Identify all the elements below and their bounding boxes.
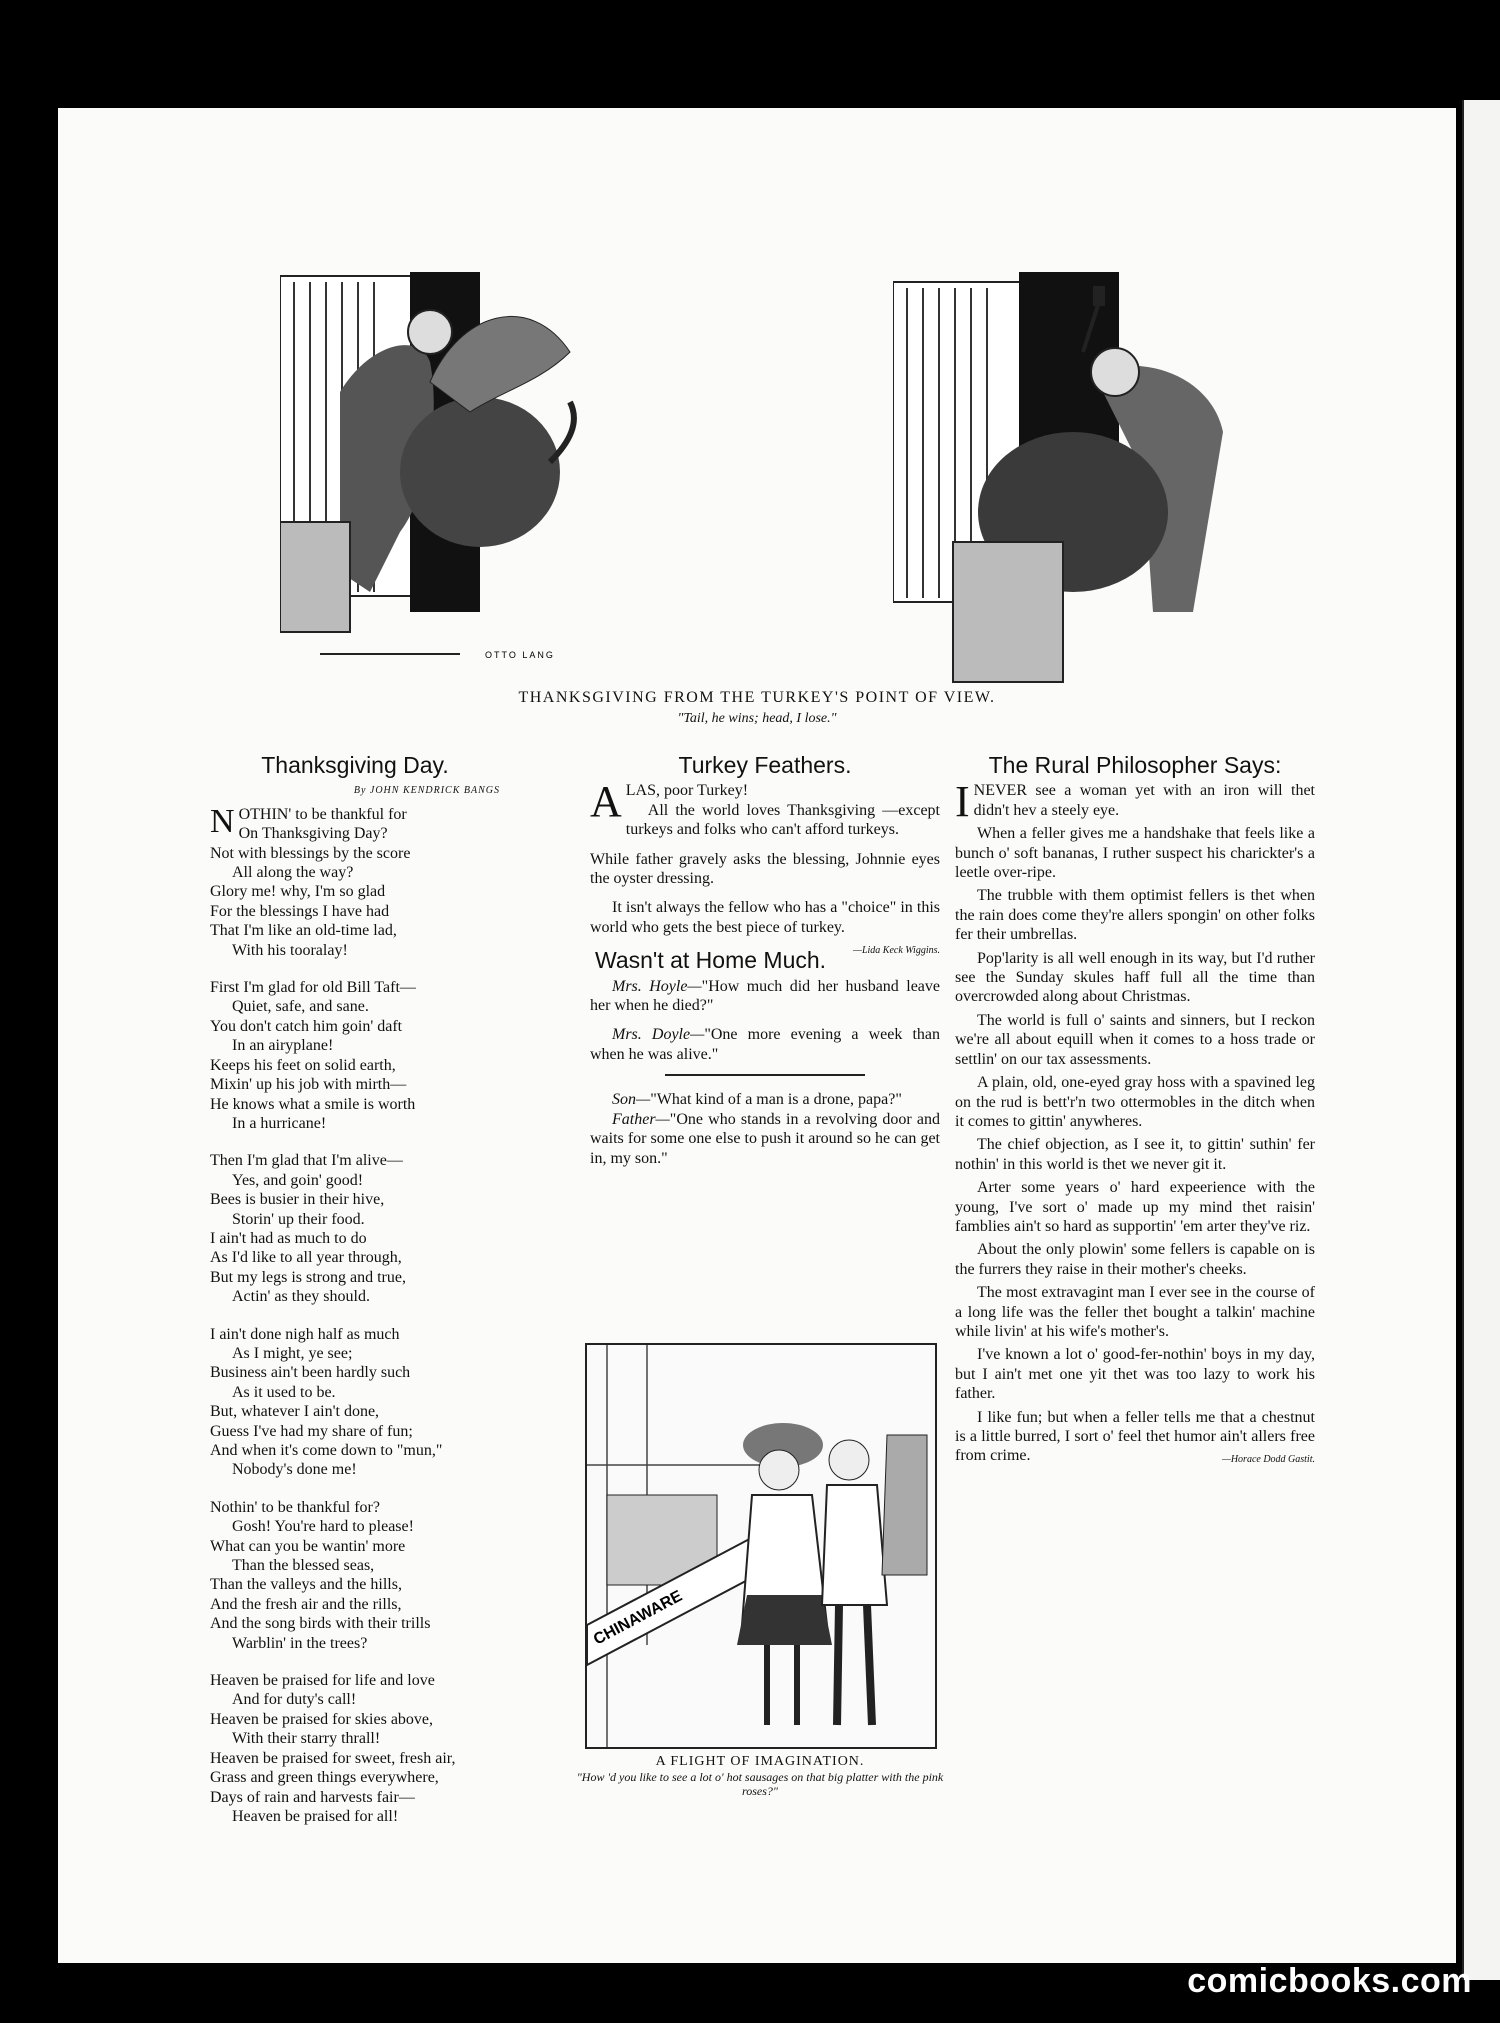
philosopher-paragraph: The most extravagint man I ever see in the course of a long life was the feller thet bought a talkin' machine while livin' at his wife's mother's. bbox=[955, 1284, 1315, 1340]
dialogue-line-1: Mrs. Hoyle—"How much did her husband leave her when he died?" bbox=[590, 977, 940, 1015]
poem-line: On Thanksgiving Day? bbox=[238, 825, 388, 843]
philosopher-paragraph: Pop'larity is all well enough in its way, but I'd ruther see the Sunday skules haff full all the time than overcrowded along about Christmas. bbox=[955, 949, 1315, 1006]
philosopher-drop-cap: I bbox=[955, 777, 970, 827]
philosopher-opening: NEVER see a woman yet with an iron will thet didn't hev a steely eye. bbox=[973, 782, 1315, 819]
column-philosopher bbox=[955, 752, 1315, 1470]
philosopher-credit: —Horace Dodd Gastit. bbox=[1221, 1454, 1315, 1466]
poem-line: Glory me! why, I'm so glad bbox=[210, 883, 386, 901]
column-middle bbox=[590, 752, 940, 1178]
watermark: comicbooks.com bbox=[1187, 1962, 1472, 2000]
section-divider bbox=[665, 1074, 865, 1076]
poem-body bbox=[210, 802, 500, 1827]
poem-line: With his tooralay! bbox=[232, 941, 348, 959]
poem-line: Warblin' in the trees? bbox=[232, 1634, 368, 1652]
poem-line: Storin' up their food. bbox=[232, 1210, 365, 1228]
philosopher-paragraph: The chief objection, as I see it, to gittin' suthin' fer nothin' in this world is thet we never git it. bbox=[955, 1136, 1315, 1173]
poem-line: Days of rain and harvests fair— bbox=[210, 1788, 415, 1806]
dialogue-line-4: Father—"One who stands in a revolving door and waits for some one else to push it around so he can get in, my son." bbox=[590, 1110, 940, 1167]
poem-line: Heaven be praised for skies above, bbox=[210, 1710, 434, 1728]
poem-line: In an airyplane! bbox=[232, 1037, 334, 1055]
poem-line: Gosh! You're hard to please! bbox=[232, 1518, 414, 1536]
poem-byline: By JOHN KENDRICK BANGS bbox=[353, 785, 500, 797]
flight-caption: A FLIGHT OF IMAGINATION. bbox=[655, 1754, 865, 1769]
wasnt-home-title: Wasn't at Home Much. bbox=[594, 947, 827, 974]
poem-drop-cap: N bbox=[210, 802, 235, 840]
philosopher-paragraph: When a feller gives me a handshake that feels like a bunch o' soft bananas, I ruther suspect his charickter's a leetle over-ripe. bbox=[955, 825, 1315, 882]
poem-line: He knows what a smile is worth bbox=[210, 1095, 416, 1113]
philosopher-paragraph: The world is full o' saints and sinners, but I reckon we're all about equill when it comes to a hoss trade or settlin' on our tax assessments. bbox=[955, 1011, 1315, 1068]
poem-line: Keeps his feet on solid earth, bbox=[210, 1056, 396, 1074]
philosopher-paragraph: Arter some years o' hard expeerience with the young, I've sort o' made up my mind thet raisin' famblies ain't so hard as supportin' 'em arter they've riz. bbox=[955, 1179, 1315, 1235]
poem-stanza bbox=[210, 802, 500, 960]
chopping-turkey-drawing bbox=[893, 272, 1283, 687]
philosopher-paragraph: About the only plowin' some fellers is capable on is the furrers they raise in their mother's cheeks. bbox=[955, 1241, 1315, 1278]
children-at-shop-window-drawing bbox=[587, 1345, 935, 1747]
poem-line: You don't catch him goin' daft bbox=[210, 1017, 403, 1035]
poem-line: And the fresh air and the rills, bbox=[210, 1595, 402, 1613]
poem-line: And when it's come down to "mun," bbox=[210, 1442, 443, 1459]
poem-line: Actin' as they should. bbox=[232, 1288, 370, 1306]
poem-line: Nobody's done me! bbox=[232, 1461, 357, 1479]
poem-line: Heaven be praised for all! bbox=[232, 1807, 399, 1825]
turkey-feathers-opening: LAS, poor Turkey! bbox=[625, 782, 749, 800]
poem-line: What can you be wantin' more bbox=[210, 1537, 406, 1555]
poem-stanza bbox=[210, 1498, 500, 1653]
poem-line: Quiet, safe, and sane. bbox=[232, 998, 369, 1016]
top-illustration-caption: THANKSGIVING FROM THE TURKEY'S POINT OF VIEW. bbox=[518, 689, 996, 706]
flight-of-imagination-illustration bbox=[585, 1343, 937, 1749]
poem-line: That I'm like an old-time lad, bbox=[210, 922, 397, 940]
poem-line: Then I'm glad that I'm alive— bbox=[210, 1152, 403, 1170]
philosopher-paragraphs bbox=[955, 824, 1315, 1466]
poem-line: With their starry thrall! bbox=[232, 1730, 381, 1748]
poem-stanza bbox=[210, 1671, 500, 1826]
poem-line: Grass and green things everywhere, bbox=[210, 1769, 439, 1787]
top-illustration-subcaption: "Tail, he wins; head, I lose." bbox=[677, 711, 837, 726]
turkey-illustration-left bbox=[280, 272, 580, 664]
poem-stanza bbox=[210, 978, 500, 1133]
turkey-feathers-para-1: All the world loves Thanksgiving —except turkeys and folks who can't afford turkeys. bbox=[625, 801, 940, 839]
poem-line: Than the valleys and the hills, bbox=[210, 1576, 402, 1594]
flight-subcaption: "How 'd you like to see a lot o' hot sausages on that big platter with the pink roses?" bbox=[576, 1770, 944, 1798]
turkey-feathers-credit: —Lida Keck Wiggins. bbox=[853, 945, 940, 957]
poem-line: I ain't had as much to do bbox=[210, 1229, 367, 1247]
poem-line: But my legs is strong and true, bbox=[210, 1268, 406, 1286]
poem-line: Than the blessed seas, bbox=[232, 1557, 375, 1575]
poem-line: Mixin' up his job with mirth— bbox=[210, 1076, 407, 1094]
poem-stanza bbox=[210, 1325, 500, 1480]
philosopher-paragraph: I like fun; but when a feller tells me that a chestnut is a little burred, I sort o' feel thet humor ain't allers free from crime. —Horace Dodd Gastit. bbox=[955, 1408, 1315, 1466]
poem-line: But, whatever I ain't done, bbox=[210, 1403, 380, 1421]
poem-line: Bees is busier in their hive, bbox=[210, 1191, 385, 1209]
poem-line: Not with blessings by the score bbox=[210, 844, 411, 862]
turkey-illustration-right bbox=[893, 272, 1283, 687]
column-poem bbox=[210, 752, 500, 1844]
adjacent-page-edge bbox=[1462, 100, 1500, 1980]
philosopher-paragraph: I've known a lot o' good-fer-nothin' boys in my day, but I ain't met one yit thet was too lazy to work his father. bbox=[955, 1346, 1315, 1403]
poem-line: In a hurricane! bbox=[232, 1114, 327, 1132]
poem-line: Guess I've had my share of fun; bbox=[210, 1422, 413, 1440]
philosopher-title: The Rural Philosopher Says: bbox=[988, 752, 1282, 778]
poem-line: I ain't done nigh half as much bbox=[210, 1325, 400, 1343]
dialogue-line-3: Son—"What kind of a man is a drone, papa?" bbox=[612, 1091, 902, 1109]
poem-line: All along the way? bbox=[232, 864, 354, 882]
turkey-fleeing-drawing bbox=[280, 272, 580, 664]
philosopher-paragraph: A plain, old, one-eyed gray hoss with a spavined leg on the rud is bett'r'n two ottermobles in the ditch when it comes to gittin' anywheres. bbox=[955, 1074, 1315, 1130]
poem-line: First I'm glad for old Bill Taft— bbox=[210, 979, 416, 997]
poem-line: As I'd like to all year through, bbox=[210, 1249, 402, 1267]
poem-line: Business ain't been hardly such bbox=[210, 1364, 411, 1382]
poem-line: For the blessings I have had bbox=[210, 902, 390, 920]
poem-line: Heaven be praised for sweet, fresh air, bbox=[210, 1749, 456, 1767]
poem-title: Thanksgiving Day. bbox=[261, 752, 449, 778]
chinaware-sign: CHINAWARE bbox=[590, 1587, 686, 1649]
poem-line: Yes, and goin' good! bbox=[232, 1171, 364, 1189]
artist-signature: OTTO LANG bbox=[485, 650, 555, 660]
poem-line: NOTHIN' to be thankful for bbox=[210, 802, 407, 840]
flight-caption-block bbox=[575, 1748, 945, 1798]
poem-line: As it used to be. bbox=[232, 1383, 336, 1401]
philosopher-paragraph: The trubble with them optimist fellers is thet when the rain does come they're allers spongin' on other folks fer their umbrellas. bbox=[955, 887, 1315, 944]
turkey-feathers-para-3: It isn't always the fellow who has a "choice" in this world who gets the best piece of turkey. —Lida Keck Wiggins. bbox=[590, 898, 940, 937]
poem-line: Heaven be praised for life and love bbox=[210, 1672, 435, 1690]
turkey-feathers-drop-cap: A bbox=[590, 777, 622, 827]
poem-line: And the song birds with their trills bbox=[210, 1615, 431, 1633]
poem-line: Nothin' to be thankful for? bbox=[210, 1498, 380, 1516]
turkey-feathers-para-2: While father gravely asks the blessing, Johnnie eyes the oyster dressing. bbox=[590, 850, 940, 888]
poem-line: As I might, ye see; bbox=[232, 1344, 353, 1362]
poem-line: And for duty's call! bbox=[232, 1691, 357, 1709]
poem-stanza bbox=[210, 1151, 500, 1306]
dialogue-line-2: Mrs. Doyle—"One more evening a week than when he was alive." bbox=[590, 1026, 940, 1063]
turkey-feathers-title: Turkey Feathers. bbox=[678, 752, 852, 778]
